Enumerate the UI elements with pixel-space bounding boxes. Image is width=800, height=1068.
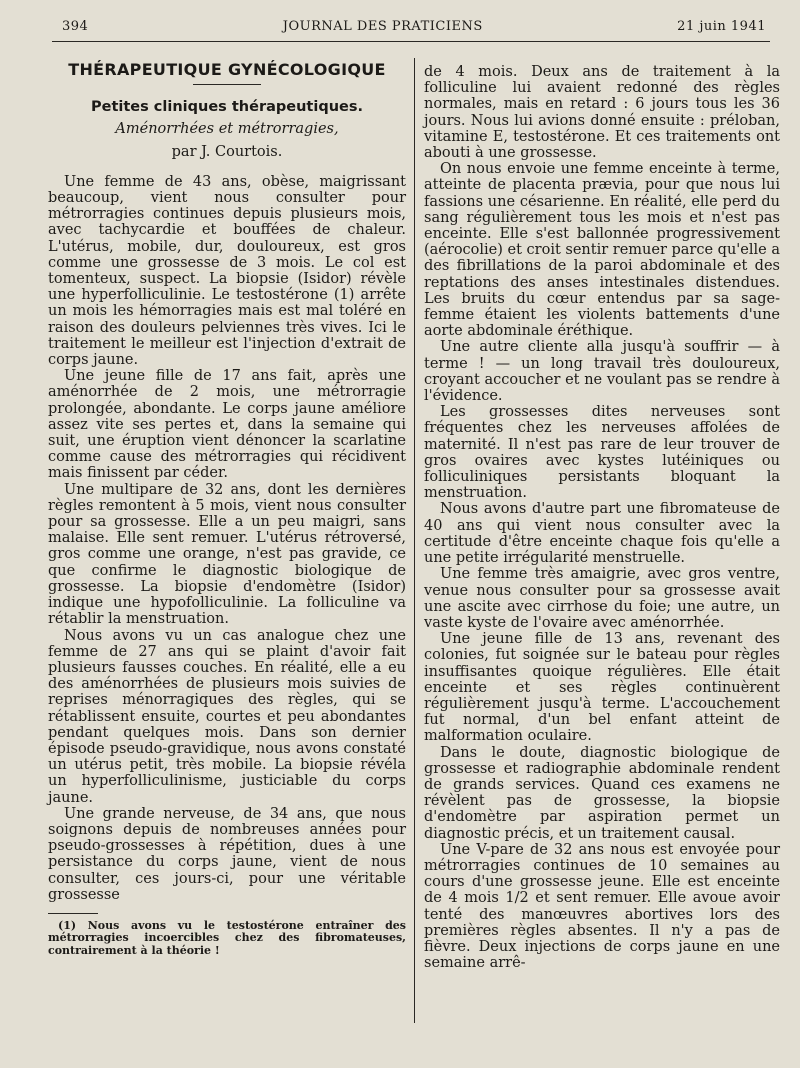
paragraph: Dans le doute, diagnostic biologique de grossesse et radiographie abdominale rendent de grands services. Quand ces examens ne révèlent pas de grossesse, la biopsie d'endomètre par aspiration permet un diagnostic précis, et un traitement causal. (424, 744, 780, 842)
article-title: Petites cliniques thérapeutiques. (91, 99, 363, 116)
paragraph: Une femme très amaigrie, avec gros ventre, venue nous consulter pour sa grossesse avait une ascite avec cirrhose du foie; une autre, un vaste kyste de l'ovaire avec aménorrhée. (424, 566, 780, 631)
paragraph: Une autre cliente alla jusqu'à souffrir — à terme ! — un long travail très douloureux, croyant accoucher et ne voulant pas se rendre à l'évidence. (424, 339, 780, 405)
paragraph: de 4 mois. Deux ans de traitement à la folliculine lui avaient redonné des règles normales, mais en retard : 6 jours tous les 36 jours. Nous lui avions donné ensuite : préloban, vitamine E, testostérone. Et ces traitements ont abouti à une grossesse. (424, 64, 780, 162)
page-header (62, 19, 766, 34)
paragraph: Une grande nerveuse, de 34 ans, que nous soignons depuis de nombreuses années pour pseudo-grossesses à répétition, dues à une persistance du corps jaune, vient de nous consulter, ces jours-ci, pour une véritable grossesse (48, 805, 406, 903)
journal-name: JOURNAL DES PRATICIENS (282, 19, 483, 34)
footnote-rule (48, 913, 98, 914)
paragraph: Une femme de 43 ans, obèse, maigrissant beaucoup, vient nous consulter pour métrorragies continues depuis plusieurs mois, avec tachycardie et bouffées de chaleur. L'utérus, mobile, dur, douloureux, est gros comme une grossesse de 3 mois. Le col est tomenteux, suspect. La biopsie (Isidor) révèle une hyperfolliculinie. Le testostérone (1) arrête un mois les hémorragies mais est mal toléré en raison des douleurs pelviennes très vives. Ici le traitement le meilleur est l'injection d'extrait de corps jaune. (48, 173, 406, 369)
title-divider (193, 84, 261, 85)
paragraph: Une jeune fille de 13 ans, revenant des colonies, fut soignée sur le bateau pour règles insuffisantes quoique régulières. Elle était enceinte et ses règles continuèrent régulièrement jusqu'à terme. L'accouchement fut normal, d'un bel enfant atteint de malformation oculaire. (424, 631, 780, 745)
paragraph: Une V-pare de 32 ans nous est envoyée pour métrorragies continues de 10 semaines au cours d'une grossesse jeune. Elle est enceinte de 4 mois 1/2 et sent remuer. Elle avoue avoir tenté des manœuvres abortives lors des premières règles absentes. Il n'y a pas de fièvre. Deux injections de corps jaune en une semaine arrê- (424, 841, 780, 972)
footnote: (1) Nous avons vu le testostérone entraîner des métrorragies incoercibles chez des fibromateuses, contrairement à la théorie ! (48, 918, 406, 957)
article-author: par J. Courtois. (171, 143, 283, 160)
paragraph: On nous envoie une femme enceinte à terme, atteinte de placenta prævia, pour que nous lui fassions une césarienne. En réalité, elle perd du sang régulièrement tous les mois et n'est pas enceinte. Elle s'est ballonnée progressivement (aérocolie) et croit sentir remuer parce qu'elle a des fibrillations de la paroi abdominale et des reptations des anses intestinales distendues. Les bruits du cœur entendus par sa sage-femme étaient les violents battements d'une aorte abdominale éréthique. (424, 161, 780, 340)
paragraph: Une multipare de 32 ans, dont les dernières règles remontent à 5 mois, vient nous consulter pour sa grossesse. Elle a un peu maigri, sans malaise. Elle sent remuer. L'utérus rétroversé, gros comme une orange, n'est pas gravide, ce que confirme le diagnostic biologique de grossesse. La biopsie d'endomètre (Isidor) indique une hypofolliculinie. La folliculine va rétablir la menstruation. (48, 481, 406, 628)
issue-date: 21 juin 1941 (677, 19, 766, 34)
right-column (424, 64, 780, 971)
column-divider (414, 58, 415, 1023)
paragraph: Une jeune fille de 17 ans fait, après une aménorrhée de 2 mois, une métrorragie prolongée, abondante. Le corps jaune améliore assez vite ses pertes et, dans la semaine qui suit, une éruption vient dénoncer la scarlatine comme cause des métrorragies qui récidivent mais finissent par céder. (48, 368, 406, 482)
header-rule (52, 41, 770, 42)
paragraph: Nous avons vu un cas analogue chez une femme de 27 ans qui se plaint d'avoir fait plusieurs fausses couches. En réalité, elle a eu des aménorrhées de plusieurs mois suivies de reprises ménorragiques des règles, qui se rétablissent ensuite, courtes et peu abondantes pendant quelques mois. Dans son dernier épisode pseudo-gravidique, nous avons constaté un utérus petit, très mobile. La biopsie révéla un hyperfolliculinisme, justiciable du corps jaune. (48, 627, 406, 806)
section-title: THÉRAPEUTIQUE GYNÉCOLOGIQUE (68, 60, 386, 79)
left-column (48, 62, 406, 957)
article-subtitle: Aménorrhées et métrorragies, (115, 121, 339, 138)
paragraph: Les grossesses dites nerveuses sont fréquentes chez les nerveuses affolées de maternité. Il n'est pas rare de leur trouver de gros ovaires avec kystes lutéiniques ou folliculiniques persistants bloquant la menstruation. (424, 404, 780, 502)
page-number: 394 (62, 19, 89, 34)
paragraph: Nous avons d'autre part une fibromateuse de 40 ans qui vient nous consulter avec la certitude d'être enceinte chaque fois qu'elle a une petite irrégularité menstruelle. (424, 501, 780, 567)
